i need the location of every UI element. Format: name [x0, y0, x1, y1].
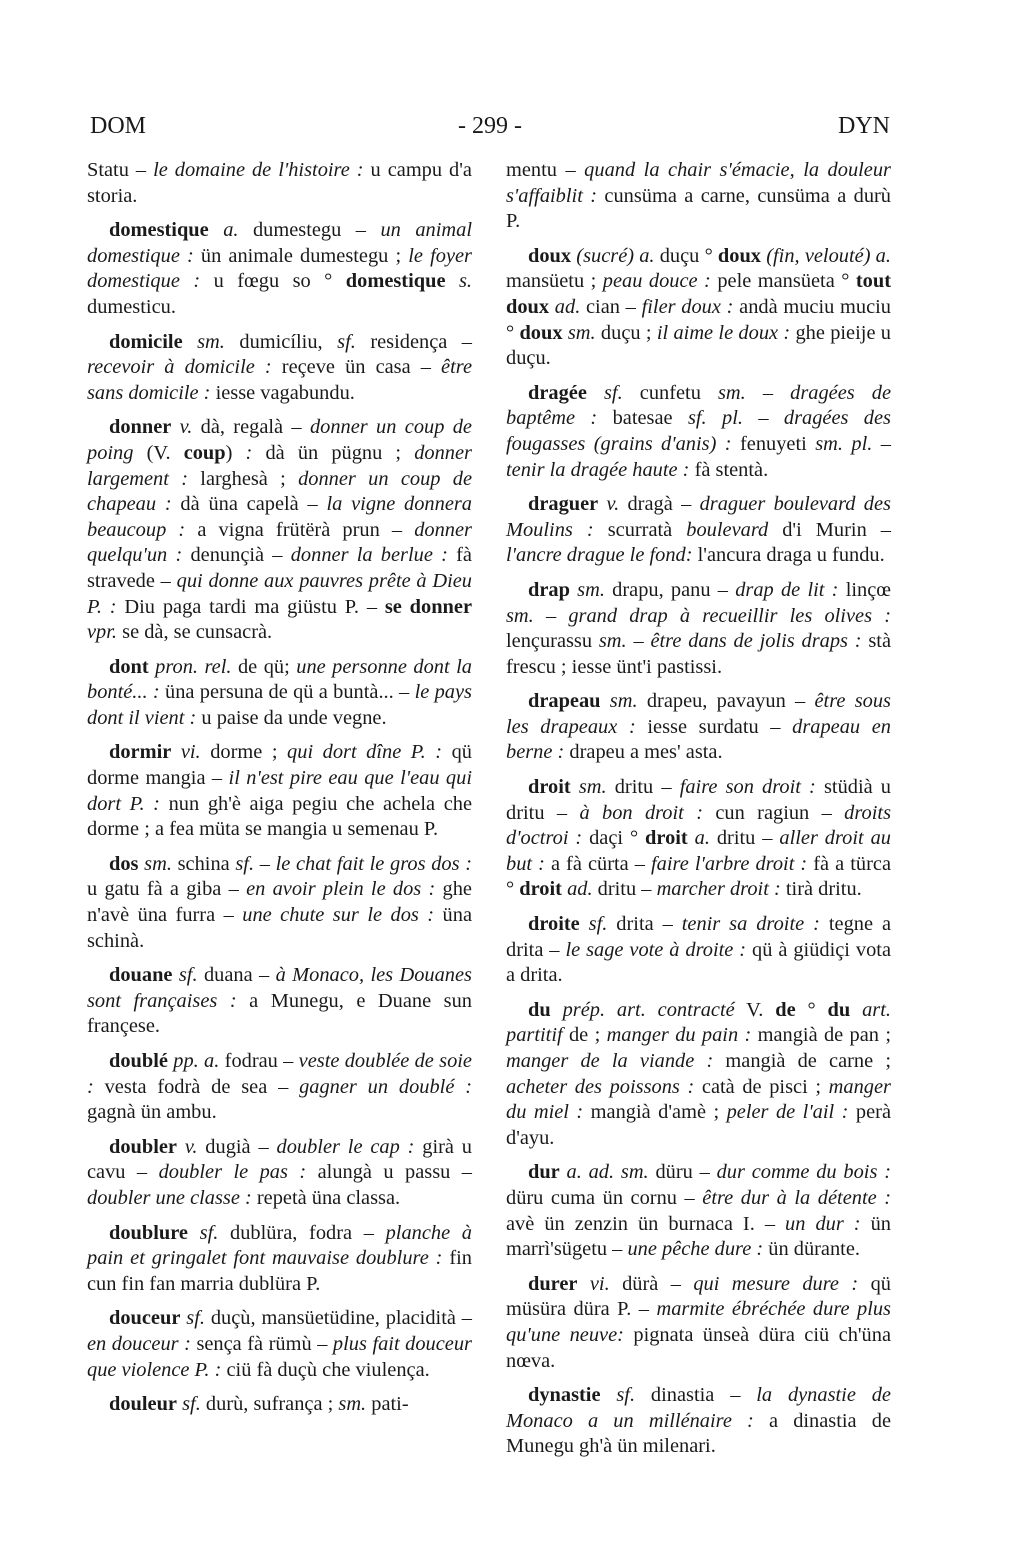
italic-text: vi.	[180, 741, 201, 764]
italic-text: a.	[223, 219, 239, 242]
headword: douleur	[109, 1393, 177, 1416]
entry-text: drita –	[607, 913, 682, 936]
entry-text: cunsüma a carne, cunsüma a durù P.	[506, 184, 891, 233]
entry-text: duçù, mansüetüdine, placidità –	[204, 1307, 472, 1330]
headword: domestique	[345, 270, 446, 293]
entry-text: u gatu fà a giba –	[87, 878, 247, 901]
entry-text: stüdià u dritu –	[506, 776, 891, 824]
headword: tout doux	[506, 270, 892, 318]
entry-text: Statu –	[87, 159, 154, 181]
italic-text: être dans de jolis draps :	[650, 630, 862, 653]
entry-text: denunçià –	[182, 544, 291, 567]
italic-text: droits d'octroi :	[506, 801, 892, 850]
entry-text: mangià de pan ;	[751, 1024, 891, 1047]
headword: douane	[109, 964, 173, 987]
entry-text: tegne a drita –	[506, 913, 891, 961]
entry-text: a Munegu, e Duane sun françese.	[87, 989, 472, 1038]
entry-text: repetà üna classa.	[251, 1186, 401, 1209]
entry-text: dumestegu –	[238, 219, 381, 242]
headword: dont	[109, 655, 149, 678]
entry-text: larghesà ;	[188, 467, 299, 490]
entry-text: pele mansüeta °	[710, 270, 856, 293]
dictionary-entry-doux	[506, 244, 891, 372]
dictionary-entry-douleur-cont	[506, 158, 891, 235]
italic-text: prép. art. contracté	[562, 998, 735, 1021]
headword: drapeau	[528, 690, 601, 713]
italic-text: faire l'arbre droit :	[651, 852, 808, 875]
dictionary-entry-douleur	[87, 1392, 472, 1418]
italic-text: v.	[179, 416, 193, 439]
italic-text: le domaine de l'histoire :	[153, 159, 364, 181]
entry-text: dürà –	[609, 1272, 694, 1295]
italic-text: v.	[606, 493, 620, 516]
dictionary-entry-droit	[506, 775, 891, 903]
italic-text: le foyer domestique :	[87, 244, 472, 293]
entry-text	[188, 1222, 200, 1244]
italic-text: donner un coup de poing	[87, 416, 472, 464]
entry-text: stà frescu ; iesse ünt'i pastissi.	[506, 630, 892, 678]
italic-text: une chute sur le dos :	[242, 904, 435, 927]
entry-text: dinastia –	[635, 1384, 757, 1407]
entry-text: duçu ;	[595, 321, 657, 344]
entry-text	[601, 1384, 617, 1406]
italic-text: drapeau en berne :	[506, 715, 892, 764]
entry-text: Diu paga tardi ma giüstu P. –	[116, 595, 385, 618]
entry-text: de ;	[562, 1024, 607, 1047]
dictionary-entry-durer	[506, 1272, 891, 1374]
italic-text: il n'est pire eau que l'eau qui dort P. :	[87, 767, 472, 815]
entry-text	[850, 999, 862, 1021]
entry-text: dumesticu.	[87, 295, 176, 318]
dictionary-entry-draguer	[506, 492, 891, 569]
entry-text: mangià d'amè ;	[583, 1101, 727, 1124]
entry-text: dragà –	[619, 493, 700, 516]
headword: coup	[183, 441, 226, 464]
entry-text: duçu °	[654, 244, 718, 267]
entry-text: –	[872, 432, 891, 455]
entry-text: dugià –	[197, 1135, 277, 1158]
entry-text: –	[742, 407, 784, 430]
headword: se donner	[384, 595, 473, 618]
italic-text: grand drap à recueillir les olives :	[568, 604, 891, 627]
headword: du	[528, 998, 551, 1021]
entry-text: ün marrì'sügetu –	[506, 1212, 891, 1261]
italic-text: sf.	[337, 330, 356, 353]
entry-text: dritu –	[709, 827, 780, 850]
italic-text: tenir la dragée haute :	[506, 458, 690, 481]
entry-text: l'ancura draga u fundu.	[692, 544, 885, 567]
italic-text: sf.	[186, 1307, 205, 1330]
italic-text: art. partitif	[506, 998, 891, 1047]
headword: dynastie	[528, 1384, 601, 1407]
headword: dur	[528, 1161, 560, 1184]
entry-text: qü dorme mangia –	[87, 741, 472, 790]
entry-text: ün animale dumestegu ;	[193, 244, 409, 267]
dictionary-entry-doublure	[87, 1221, 472, 1298]
entry-text: –	[745, 381, 791, 404]
italic-text: donner un coup de chapeau :	[87, 467, 472, 516]
left-column	[87, 158, 472, 1427]
italic-text: acheter des poissons :	[506, 1075, 695, 1098]
italic-text: donner largement :	[87, 441, 472, 490]
dictionary-entry-drap	[506, 578, 891, 680]
headword: doublure	[109, 1221, 188, 1244]
entry-text: alungà u passu –	[306, 1161, 472, 1184]
italic-text: être sans domicile :	[87, 356, 472, 404]
entry-text: a vigna frütërà prun –	[185, 518, 415, 541]
entry-text: –	[254, 852, 276, 875]
entry-text	[580, 913, 589, 935]
italic-text: a.	[694, 827, 710, 850]
dictionary-entry-dur	[506, 1160, 891, 1262]
italic-text: il aime le doux :	[656, 321, 791, 344]
entry-text: ghe n'avè üna furra –	[87, 878, 472, 927]
headword: droite	[528, 913, 580, 936]
entry-text: dà, regalà –	[192, 416, 310, 439]
entry-text: linçœ	[838, 578, 891, 601]
headword: droit	[528, 776, 571, 799]
entry-text: iesse surdatu –	[635, 715, 793, 738]
entry-text	[171, 416, 179, 438]
entry-text: düru cuma ün cornu –	[506, 1186, 703, 1209]
italic-text: (sucré) a.	[576, 244, 655, 267]
dictionary-entry-douane	[87, 963, 472, 1040]
italic-text: gagner un doublé :	[299, 1075, 472, 1098]
dictionary-entry-dont	[87, 655, 472, 732]
headword: donner	[109, 416, 172, 439]
italic-text: recevoir à domicile :	[87, 356, 272, 379]
page-number: - 299 -	[458, 113, 522, 139]
italic-text: draguer boulevard des Moulins :	[506, 493, 891, 541]
headword: doublé	[109, 1050, 168, 1072]
headword: doux	[519, 321, 563, 344]
entry-text: tirà dritu.	[780, 878, 862, 901]
entry-text: catà de pisci ;	[694, 1075, 829, 1098]
italic-text: v.	[184, 1135, 198, 1158]
italic-text: un dur :	[785, 1212, 861, 1235]
italic-text: aller droit au but :	[506, 827, 891, 875]
italic-text: sm.	[598, 630, 627, 653]
entry-text: –	[533, 604, 569, 627]
dictionary-entry-dragee	[506, 381, 891, 483]
italic-text: faire son droit :	[679, 776, 816, 799]
italic-text: à bon droit :	[579, 801, 703, 824]
dictionary-entry-domicile	[87, 330, 472, 407]
italic-text: doubler une classe :	[87, 1186, 252, 1209]
italic-text: s.	[458, 270, 473, 293]
entry-text: dritu –	[592, 878, 657, 901]
dictionary-entry-domestique	[87, 218, 472, 320]
italic-text: tenir sa droite :	[681, 913, 820, 936]
entry-text	[571, 776, 579, 798]
entry-text: sença fà rümù –	[190, 1332, 333, 1355]
italic-text: plus fait douceur que violence P. :	[87, 1332, 472, 1381]
italic-text: qui dort dîne P. :	[287, 741, 443, 764]
entry-text	[688, 827, 695, 849]
dictionary-entry-dormir	[87, 740, 472, 842]
entry-text: andà muciu muciu °	[506, 295, 891, 344]
entry-text: drapeu, pavayun –	[637, 690, 815, 713]
italic-text: sf.	[588, 913, 608, 936]
entry-text: mansüetu ;	[506, 270, 603, 293]
entry-text: lençurassu	[506, 630, 599, 653]
entry-text: cun ragiun –	[703, 801, 845, 824]
italic-text: veste doublée de soie :	[87, 1050, 472, 1098]
italic-text: sm.	[718, 381, 746, 404]
italic-text: pp. a.	[173, 1050, 220, 1072]
italic-text: sm.	[578, 776, 607, 799]
entry-text: )	[225, 441, 246, 464]
entry-text	[560, 1161, 567, 1183]
dictionary-entry-douceur	[87, 1306, 472, 1383]
headword: dos	[109, 852, 139, 875]
entry-text: qü müsüra düra P. –	[506, 1272, 891, 1321]
entry-text: üna persuna de qü a buntà... –	[159, 681, 415, 704]
headword: draguer	[528, 493, 599, 516]
entry-text: a dinastia de Munegu gh'à ün milenari.	[506, 1409, 892, 1458]
right-column	[506, 158, 891, 1469]
entry-text: düru –	[648, 1161, 717, 1184]
entry-text	[577, 1273, 589, 1295]
italic-text: sm.	[609, 690, 638, 713]
entry-text: perà d'ayu.	[506, 1101, 892, 1149]
italic-text: la vigne donnera beaucoup :	[87, 493, 472, 541]
entry-text: girà u cavu –	[87, 1135, 472, 1184]
headword: domicile	[109, 330, 183, 353]
entry-text	[598, 493, 606, 515]
italic-text: sm.	[197, 330, 225, 353]
italic-text: pron. rel.	[155, 655, 232, 678]
entry-text: qü à giüdiçi vota a drita.	[506, 938, 891, 987]
entry-text: mentu –	[506, 159, 585, 181]
italic-text: :	[245, 441, 253, 464]
headword: droit	[645, 827, 688, 850]
italic-text: drap de lit :	[735, 578, 839, 601]
italic-text: peler de l'ail :	[726, 1101, 849, 1124]
italic-text: qui mesure dure :	[693, 1272, 859, 1295]
header-first-entry: DOM	[90, 113, 147, 139]
entry-text: iesse vagabundu.	[210, 381, 355, 404]
page-header	[90, 113, 890, 153]
entry-text: scurratà	[593, 518, 687, 541]
italic-text: vi.	[589, 1272, 610, 1295]
italic-text: manger du miel :	[506, 1075, 891, 1124]
dictionary-entry-doubler	[87, 1135, 472, 1212]
italic-text: le pays dont il vient :	[87, 681, 472, 729]
entry-text: drapu, panu –	[604, 578, 736, 601]
entry-text: dorme ;	[200, 741, 288, 764]
italic-text: ad.	[567, 878, 593, 901]
italic-text: ad.	[554, 295, 581, 318]
entry-text: u paise da unde vegne.	[196, 706, 387, 729]
entry-text: pignata ünseà düra ciü ch'üna nœva.	[506, 1323, 892, 1372]
entry-text: durù, sufrança ;	[200, 1393, 339, 1416]
entry-text: a fà cürta –	[544, 852, 652, 875]
entry-text: dublüra, fodra –	[218, 1221, 386, 1244]
entry-text: d'i Murin –	[768, 518, 891, 541]
entry-text: fenuyeti	[731, 432, 816, 455]
italic-text: le chat fait le gros dos :	[275, 852, 472, 875]
headword: douceur	[109, 1307, 181, 1330]
italic-text: doubler le pas :	[158, 1161, 307, 1184]
entry-text	[601, 690, 610, 712]
header-last-entry: DYN	[838, 113, 890, 139]
italic-text: donner la berlue :	[290, 544, 448, 567]
entry-text	[183, 331, 198, 353]
italic-text: sf.	[603, 381, 623, 404]
italic-text: sf. pl.	[687, 407, 743, 430]
headword: dormir	[109, 741, 172, 764]
entry-text: V.	[734, 998, 776, 1021]
entry-text: –	[626, 630, 651, 653]
entry-text	[209, 219, 223, 241]
italic-text: marcher droit :	[656, 878, 781, 901]
entry-text: dà ün pügnu ;	[252, 441, 415, 464]
dictionary-entry-dynastie	[506, 1383, 891, 1460]
italic-text: à Monaco, les Douanes sont françaises :	[87, 964, 472, 1012]
headword: dragée	[528, 381, 587, 404]
dictionary-entry-donner	[87, 415, 472, 645]
entry-text: dumicíliu,	[224, 330, 338, 353]
entry-text	[551, 999, 563, 1021]
entry-text: avè ün zenzin ün burnaca I. –	[506, 1212, 786, 1235]
headword: de	[775, 998, 796, 1021]
entry-text: mangià de carne ;	[713, 1050, 891, 1072]
italic-text: quand la chair s'émacie, la douleur s'affaiblit :	[506, 159, 891, 207]
entry-text	[177, 1136, 185, 1158]
entry-text: de qü;	[231, 655, 297, 678]
headword: doubler	[109, 1135, 177, 1158]
dictionary-entry-dos	[87, 852, 472, 954]
entry-text: üna schinà.	[87, 904, 472, 952]
italic-text: boulevard	[686, 518, 769, 541]
italic-text: sm. pl.	[815, 432, 873, 455]
italic-text: qui donne aux pauvres prête à Dieu P. :	[87, 569, 472, 618]
entry-text: dà üna capelà –	[171, 493, 327, 516]
entry-text: daçi °	[582, 827, 646, 850]
italic-text: une personne dont la bonté... :	[87, 655, 472, 704]
italic-text: être sous les drapeaux :	[506, 690, 891, 738]
entry-text: dritu –	[606, 776, 680, 799]
italic-text: dragées des fougasses (grains d'anis) :	[506, 407, 891, 455]
italic-text: sm.	[506, 604, 534, 627]
italic-text: vpr.	[87, 621, 118, 644]
italic-text: sf.	[182, 1393, 201, 1416]
italic-text: sm.	[338, 1393, 367, 1416]
italic-text: sm.	[567, 321, 596, 344]
italic-text: filer doux :	[641, 295, 734, 318]
entry-text: fin cun fin fan marria dublüra P.	[87, 1247, 472, 1295]
italic-text: sf.	[178, 964, 198, 987]
italic-text: manger de la viande :	[506, 1050, 714, 1072]
entry-text: ghe pieije u duçu.	[506, 321, 891, 370]
entry-text: vesta fodrà de sea –	[93, 1075, 300, 1098]
italic-text: en avoir plein le dos :	[246, 878, 436, 901]
entry-text: fà stravede –	[87, 544, 472, 592]
italic-text: sm.	[577, 578, 605, 601]
italic-text: l'ancre drague le fond:	[506, 544, 693, 567]
italic-text: en douceur :	[87, 1332, 191, 1355]
entry-text: reçeve ün casa –	[271, 356, 442, 379]
headword: doux	[717, 244, 761, 267]
italic-text: donner quelqu'un :	[87, 518, 472, 567]
dictionary-entry-du	[506, 998, 891, 1152]
italic-text: un animal domestique :	[87, 219, 472, 267]
italic-text: marmite ébréchée dure plus qu'une neuve:	[506, 1298, 891, 1346]
headword: du	[827, 998, 851, 1021]
italic-text: la dynastie de Monaco a un millénaire :	[506, 1384, 891, 1432]
entry-text: cian –	[580, 295, 642, 318]
entry-text	[587, 382, 604, 404]
entry-text: ün dürante.	[763, 1238, 860, 1261]
headword: doux	[528, 244, 572, 267]
entry-text: residença –	[355, 330, 473, 353]
entry-text: batesae	[597, 407, 688, 430]
entry-text: °	[795, 998, 828, 1021]
headword: durer	[528, 1272, 578, 1295]
entry-text: duana –	[197, 964, 276, 987]
italic-text: le sage vote à droite :	[565, 938, 747, 961]
dictionary-entry-droite	[506, 912, 891, 989]
entry-text	[446, 270, 459, 292]
entry-text: fà a türca °	[506, 852, 892, 901]
headword: domestique	[109, 219, 209, 242]
italic-text: une pêche dure :	[627, 1238, 764, 1261]
italic-text: a. ad. sm.	[566, 1161, 649, 1184]
italic-text: peau douce :	[602, 270, 711, 293]
dictionary-entry-statu	[87, 158, 472, 209]
entry-text: se dà, se cunsacrà.	[117, 621, 273, 644]
headword: droit	[519, 878, 562, 901]
italic-text: dragées de baptême :	[506, 381, 892, 430]
italic-text: doubler le cap :	[276, 1135, 415, 1158]
italic-text: sf.	[235, 852, 255, 875]
entry-text: (V.	[133, 441, 184, 464]
entry-text: fà stentà.	[689, 458, 769, 481]
entry-text: fodrau –	[219, 1050, 299, 1072]
entry-text: pati-	[366, 1393, 409, 1416]
italic-text: être dur à la détente :	[702, 1186, 891, 1209]
entry-text	[171, 741, 181, 763]
entry-text: cunfetu	[622, 381, 718, 404]
entry-text: nun gh'è aiga pegiu che achela che dorme ; a fea müta se mangia u semenau P.	[87, 792, 472, 841]
entry-text: drapeu a mes' asta.	[564, 741, 723, 764]
italic-text: sf.	[199, 1221, 219, 1244]
entry-text: schina	[171, 852, 236, 875]
entry-text: ciü fà duçù che viulença.	[221, 1358, 430, 1381]
headword: drap	[528, 578, 570, 601]
entry-text: gagnà ün ambu.	[87, 1101, 217, 1124]
italic-text: manger du pain :	[606, 1024, 752, 1047]
italic-text: sf.	[616, 1384, 636, 1407]
italic-text: (fin, velouté) a.	[766, 244, 891, 267]
italic-text: dur comme du bois :	[716, 1161, 891, 1184]
entry-text: u campu d'a storia.	[87, 159, 472, 207]
italic-text: planche à pain et gringalet font mauvaise doublure :	[87, 1221, 472, 1270]
entry-text: u fœgu so °	[200, 270, 346, 293]
dictionary-entry-double	[87, 1049, 472, 1126]
dictionary-entry-drapeau	[506, 689, 891, 766]
italic-text: sm.	[144, 852, 172, 875]
